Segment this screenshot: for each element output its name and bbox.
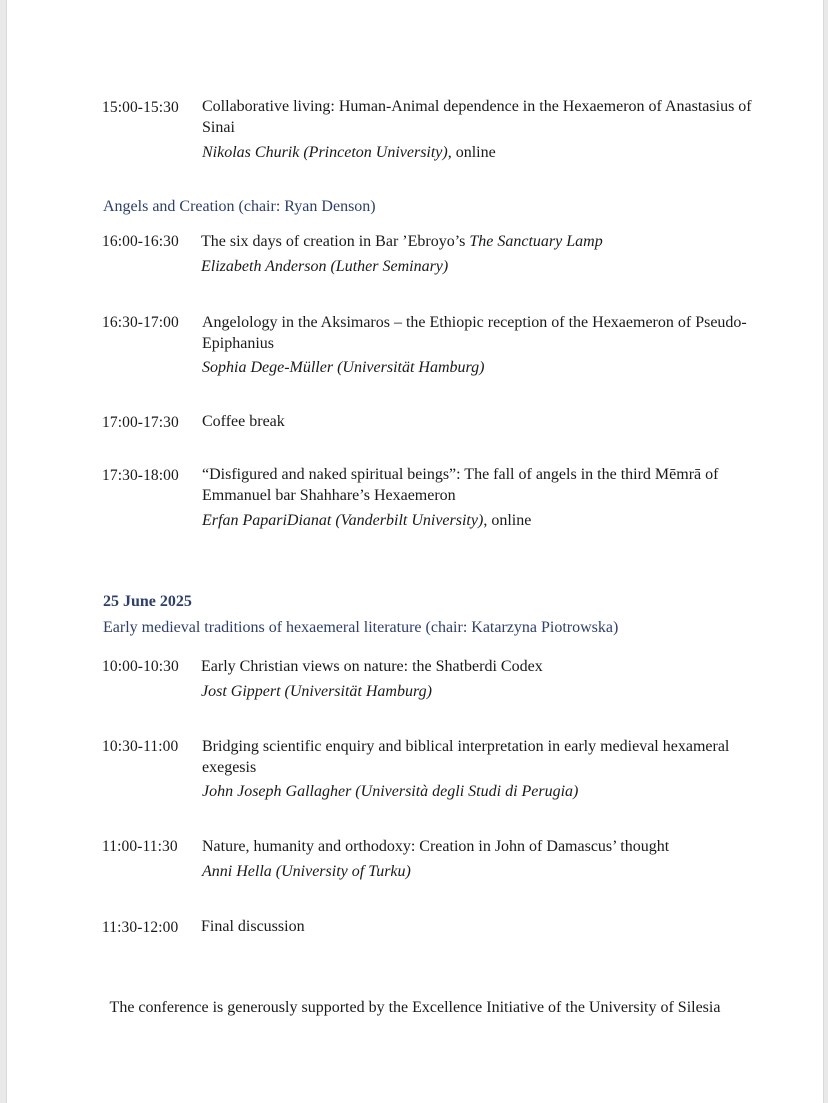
talk-speaker — [202, 863, 411, 881]
speaker-suffix: , online — [447, 144, 496, 161]
speaker-name: Nikolas Churik (Princeton University) — [202, 144, 448, 161]
time-slot: 17:30-18:00 — [102, 467, 179, 484]
time-slot: 11:00-11:30 — [102, 838, 178, 855]
talk-title: Nature, humanity and orthodoxy: Creation in John of Damascus’ thought — [202, 838, 670, 855]
talk-speaker — [201, 683, 432, 701]
title-italic: The Sanctuary Lamp — [469, 233, 603, 250]
time-slot: 10:30-11:00 — [102, 738, 179, 755]
session-heading: Angels and Creation (chair: Ryan Denson) — [103, 198, 376, 215]
talk-title: Bridging scientific enquiry and biblical interpretation in early medieval hexameral exegesis — [202, 738, 730, 776]
speaker-name: John Joseph Gallagher (Università degli Studi di Perugia) — [202, 783, 579, 800]
session-heading: Early medieval traditions of hexaemeral literature (chair: Katarzyna Piotrowska) — [103, 619, 619, 636]
talk-title: Coffee break — [202, 413, 285, 430]
document-page — [6, 0, 824, 1103]
talk-speaker — [202, 144, 496, 162]
time-slot: 15:00-15:30 — [102, 99, 179, 116]
time-slot: 17:00-17:30 — [102, 414, 179, 431]
talk-title: Final discussion — [201, 918, 305, 935]
talk-speaker — [202, 512, 531, 530]
talk-title: Early Christian views on nature: the Shatberdi Codex — [201, 658, 543, 675]
talk-speaker — [201, 258, 448, 276]
sponsor-note: The conference is generously supported by the Excellence Initiative of the University of Silesia — [109, 999, 721, 1016]
talk-speaker — [202, 783, 578, 801]
time-slot: 10:00-10:30 — [102, 658, 179, 675]
time-slot: 16:00-16:30 — [102, 233, 179, 250]
date-heading: 25 June 2025 — [103, 593, 192, 610]
talk-title: “Disfigured and naked spiritual beings”: The fall of angels in the third Mēmrā of Emmanuel bar Shahhare’s Hexaemeron — [202, 466, 719, 504]
speaker-name: Erfan PapariDianat (Vanderbilt University) — [202, 512, 484, 529]
speaker-name: Anni Hella (University of Turku) — [202, 863, 411, 880]
talk-title: Collaborative living: Human-Animal dependence in the Hexaemeron of Anastasius of Sinai — [202, 98, 752, 136]
speaker-name: Jost Gippert (Universität Hamburg) — [201, 683, 432, 700]
time-slot: 16:30-17:00 — [102, 314, 179, 331]
talk-speaker — [202, 359, 484, 377]
speaker-name: Elizabeth Anderson (Luther Seminary) — [201, 258, 449, 275]
title-text: The six days of creation in Bar ’Ebroyo’s — [201, 233, 470, 250]
time-slot: 11:30-12:00 — [102, 919, 179, 936]
talk-title — [201, 231, 781, 252]
speaker-suffix: , online — [483, 512, 532, 529]
speaker-name: Sophia Dege-Müller (Universität Hamburg) — [202, 359, 485, 376]
talk-title: Angelology in the Aksimaros – the Ethiopic reception of the Hexaemeron of Pseudo-Epiphanius — [202, 314, 747, 352]
